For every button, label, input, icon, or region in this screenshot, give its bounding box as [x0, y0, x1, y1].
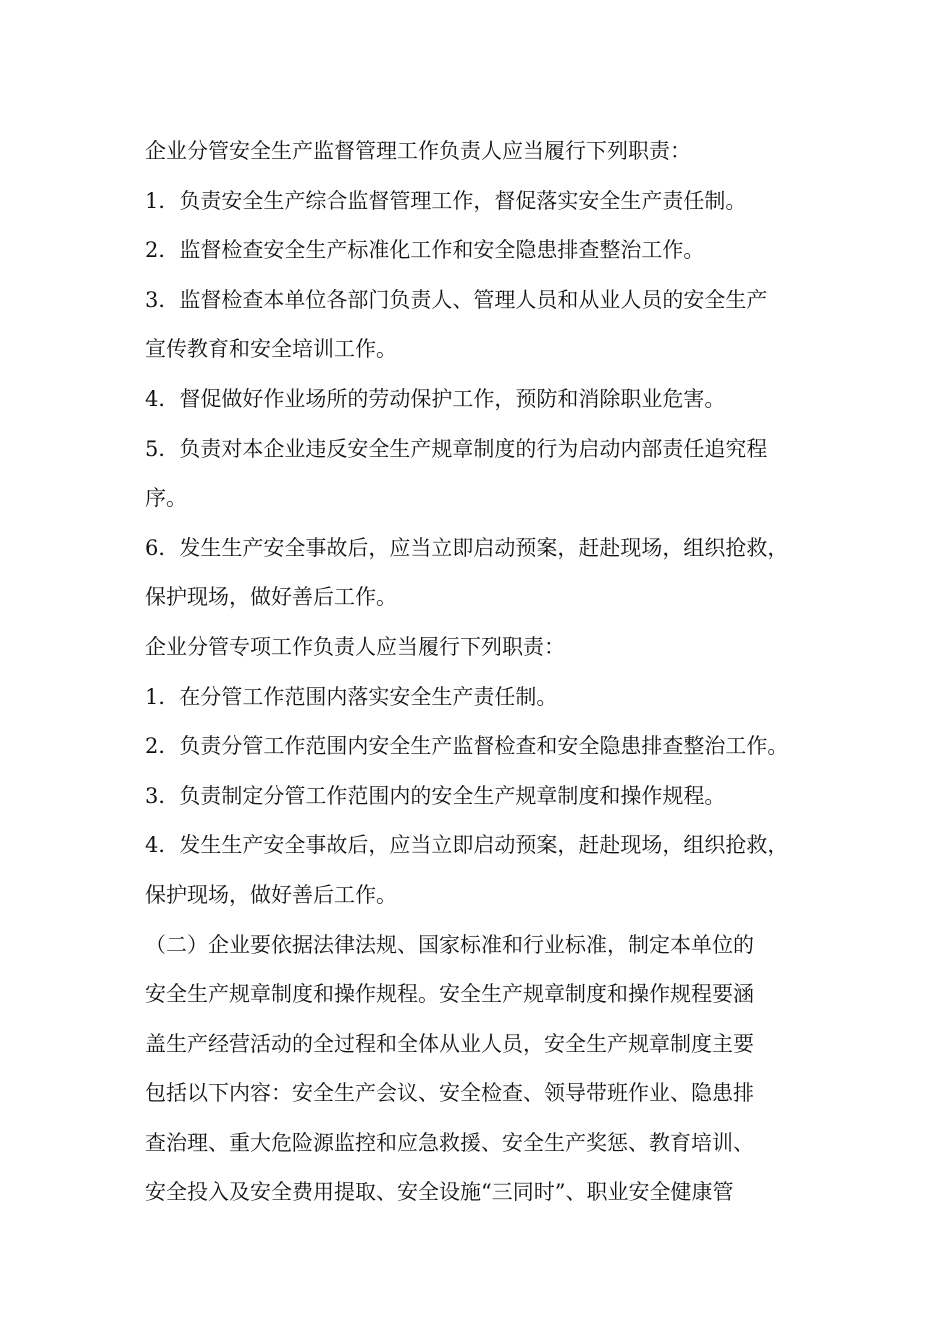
text-line: 保护现场，做好善后工作。	[145, 585, 397, 610]
text-line: 6．发生生产安全事故后，应当立即启动预案，赶赴现场，组织抢救，	[145, 535, 789, 560]
text-line: 盖生产经营活动的全过程和全体从业人员，安全生产规章制度主要	[145, 1031, 754, 1056]
text-line: 1．在分管工作范围内落实安全生产责任制。	[145, 684, 558, 709]
text-line: 1．负责安全生产综合监督管理工作，督促落实安全生产责任制。	[145, 188, 747, 213]
text-line: 保护现场，做好善后工作。	[145, 882, 397, 907]
text-line: 企业分管安全生产监督管理工作负责人应当履行下列职责：	[145, 139, 691, 163]
text-line: 安全生产规章制度和操作规程。安全生产规章制度和操作规程要涵	[145, 982, 754, 1007]
text-line: 包括以下内容：安全生产会议、安全检查、领导带班作业、隐患排	[145, 1081, 754, 1106]
text-line: 5．负责对本企业违反安全生产规章制度的行为启动内部责任追究程	[145, 436, 768, 461]
text-line: 安全投入及安全费用提取、安全设施“三同时”、职业安全健康管	[145, 1180, 734, 1205]
text-line: 2．监督检查安全生产标准化工作和安全隐患排查整治工作。	[145, 238, 705, 263]
text-line: 企业分管专项工作负责人应当履行下列职责：	[145, 634, 565, 659]
text-line: 3．负责制定分管工作范围内的安全生产规章制度和操作规程。	[145, 783, 726, 808]
text-line: 4．督促做好作业场所的劳动保护工作，预防和消除职业危害。	[145, 386, 726, 411]
text-line: 2．负责分管工作范围内安全生产监督检查和安全隐患排查整治工作。	[145, 734, 789, 759]
document-body	[145, 127, 845, 1218]
text-line: 查治理、重大危险源监控和应急救援、安全生产奖惩、教育培训、	[145, 1130, 754, 1155]
text-line: 序。	[145, 486, 187, 511]
text-line: 宣传教育和安全培训工作。	[145, 337, 397, 362]
text-line: 3．监督检查本单位各部门负责人、管理人员和从业人员的安全生产	[145, 287, 768, 312]
text-line: 4．发生生产安全事故后，应当立即启动预案，赶赴现场，组织抢救，	[145, 833, 789, 858]
text-line: （二）企业要依据法律法规、国家标准和行业标准，制定本单位的	[145, 932, 754, 957]
